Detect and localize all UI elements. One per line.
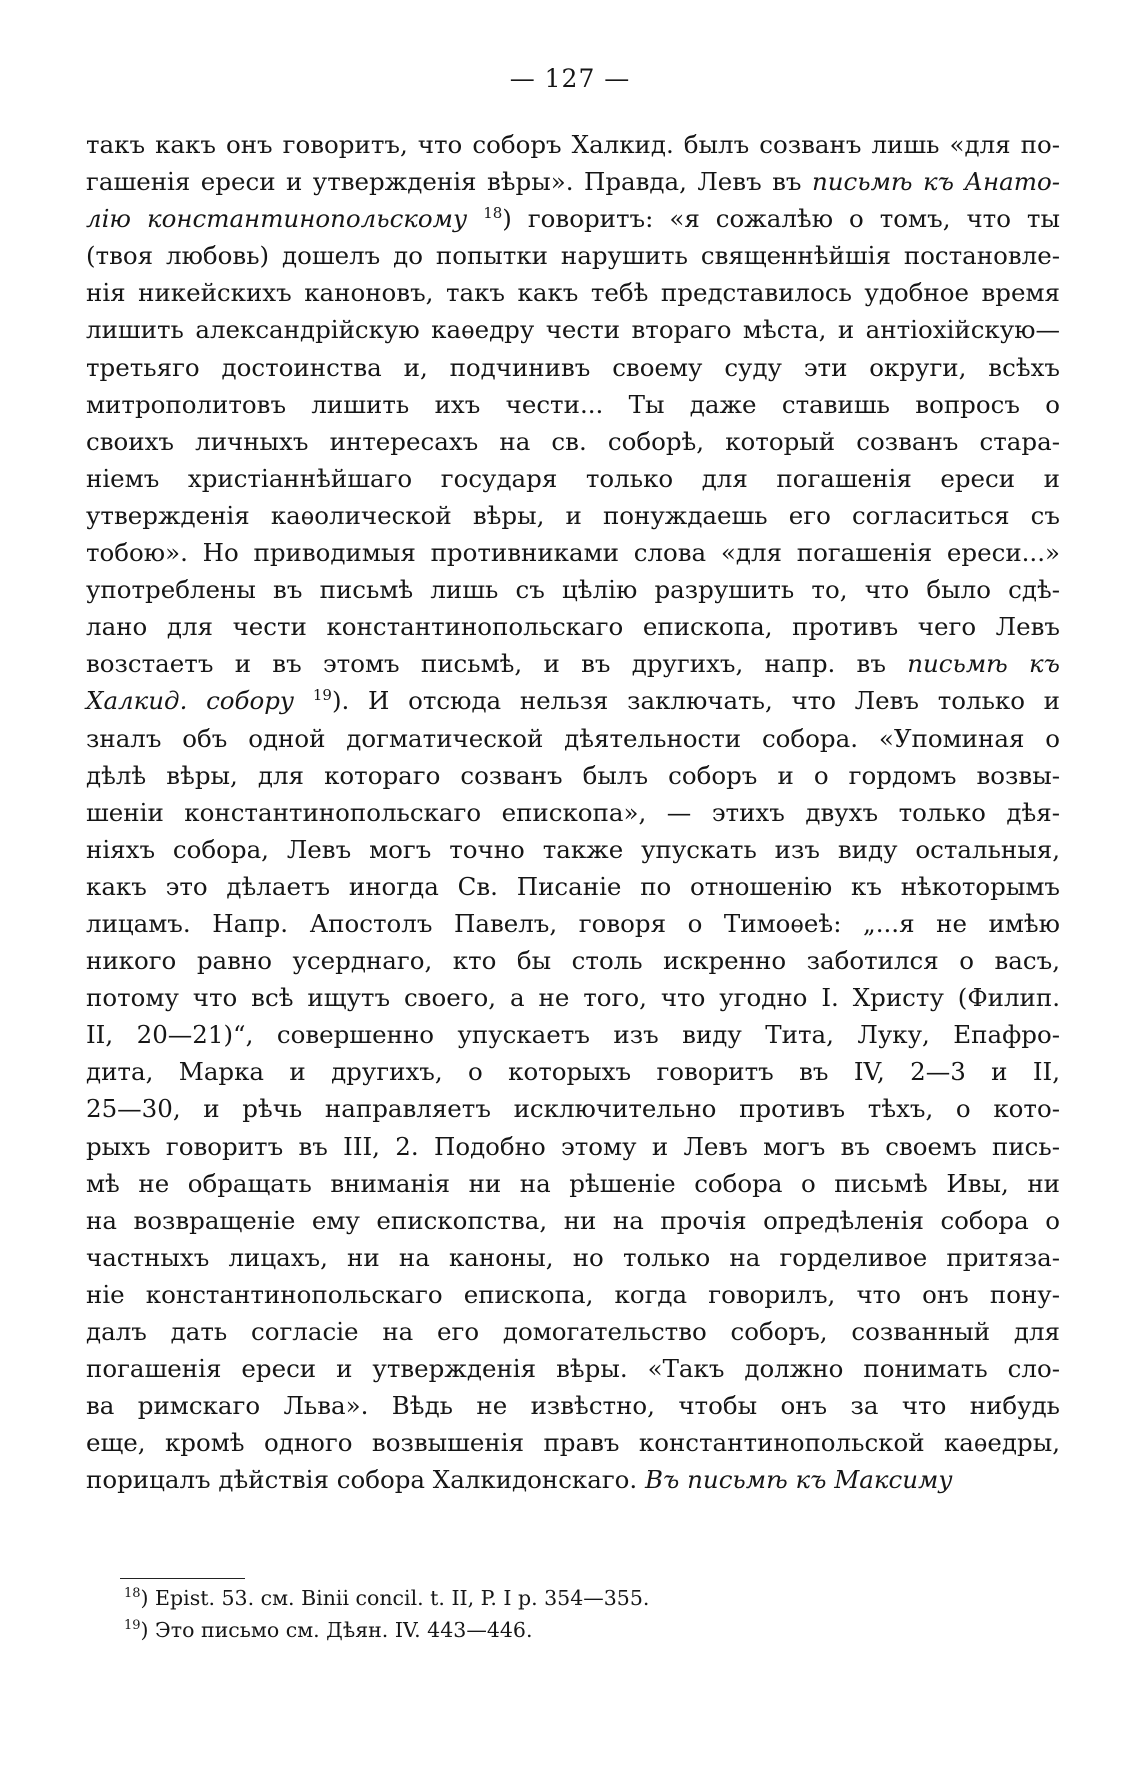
text-line	[86, 979, 1060, 1016]
text-segment: тобою». Но приводимыя противниками слова «для погашенія ереси...»	[86, 538, 1060, 568]
footnote-mark: 18	[124, 1586, 141, 1602]
text-segment: дита, Марка и другихъ, о которыхъ говоритъ въ IV, 2—3 и II,	[86, 1057, 1060, 1087]
text-segment: такъ какъ онъ говоритъ, что соборъ Халкид. былъ созванъ лишь «для по-	[86, 130, 1060, 159]
text-segment: лано для чести константинопольскаго епископа, противъ чего Левъ	[86, 612, 1060, 642]
text-segment: какъ это дѣлаетъ иногда Св. Писаніе по отношенію къ нѣкоторымъ	[86, 871, 1060, 901]
text-segment: Халкид. собору	[86, 686, 295, 716]
footnote-text: ) Это письмо см. Дѣян. IV. 443—446.	[140, 1618, 533, 1642]
text-line	[86, 534, 1060, 571]
text-segment: лишить александрійскую каѳедру чести втораго мѣста, и антіохійскую—	[86, 315, 1060, 345]
footnote-mark: 19	[124, 1618, 141, 1634]
text-line	[86, 1276, 1060, 1313]
text-segment: употреблены въ письмѣ лишь съ цѣлію разрушить то, что было сдѣ-	[86, 575, 1060, 605]
footnote-text: ) Epist. 53. см. Binii concil. t. II, P. I p. 354—355.	[140, 1586, 650, 1610]
text-line	[86, 126, 1060, 163]
text-segment: лицамъ. Напр. Апостолъ Павелъ, говоря о Тимоѳеѣ: „...я не имѣю	[86, 908, 1060, 938]
text-line	[86, 720, 1060, 757]
text-line	[86, 1128, 1060, 1165]
text-segment: ) говоритъ: «я сожалѣю о томъ, что ты	[502, 204, 1060, 234]
text-segment: нія никейскихъ каноновъ, такъ какъ тебѣ представилось удобное время	[86, 278, 1060, 308]
text-line	[86, 163, 1060, 200]
text-line	[86, 794, 1060, 831]
text-segment: письмѣ къ	[907, 649, 1060, 679]
text-segment: далъ дать согласіе на его домогательство соборъ, созванный для	[86, 1317, 1060, 1346]
text-line	[86, 200, 1060, 237]
text-line	[86, 571, 1060, 608]
text-segment: возстаетъ и въ этомъ письмѣ, и въ другихъ, напр. въ	[86, 649, 908, 679]
text-line	[86, 757, 1060, 794]
text-line	[86, 831, 1060, 868]
text-line	[86, 645, 1060, 682]
text-line	[86, 1313, 1060, 1350]
text-segment: гашенія ереси и утвержденія вѣры». Правда, Левъ въ	[86, 167, 812, 197]
text-segment: третьяго достоинства и, подчинивъ своему суду эти округи, всѣхъ	[86, 352, 1060, 382]
text-line	[86, 905, 1060, 942]
text-segment: митрополитовъ лишить ихъ чести... Ты даже ставишь вопросъ о	[86, 389, 1060, 419]
text-segment: на возвращеніе ему епископства, ни на прочія опредѣленія собора о	[86, 1205, 1060, 1235]
text-line	[86, 237, 1060, 274]
text-segment: еще, кромѣ одного возвышенія правъ константинопольской каѳедры,	[86, 1428, 1060, 1458]
text-line	[86, 682, 1060, 719]
text-line	[86, 460, 1060, 497]
text-segment: дѣлѣ вѣры, для котораго созванъ былъ соборъ и о гордомъ возвы-	[86, 760, 1060, 790]
text-segment: мѣ не обращать вниманія ни на рѣшеніе собора о письмѣ Ивы, ни	[86, 1168, 1060, 1198]
text-segment: зналъ объ одной догматической дѣятельности собора. «Упоминая о	[86, 723, 1060, 753]
text-segment: письмѣ къ Анато-	[811, 167, 1060, 197]
text-line	[86, 942, 1060, 979]
text-segment: ніяхъ собора, Левъ могъ точно также упускать изъ виду остальныя,	[86, 834, 1060, 864]
text-line	[86, 386, 1060, 423]
text-line	[86, 423, 1060, 460]
text-line	[86, 868, 1060, 905]
text-line	[86, 1461, 1060, 1498]
text-line	[86, 1387, 1060, 1424]
text-line	[86, 1165, 1060, 1202]
footnote-19	[124, 1614, 1060, 1646]
text-segment: Въ письмѣ къ Максиму	[645, 1465, 953, 1495]
text-line	[86, 1202, 1060, 1239]
footnote-divider	[120, 1578, 245, 1579]
text-segment: II, 20—21)“, совершенно упускаетъ изъ виду Тита, Луку, Епафро-	[86, 1020, 1060, 1050]
text-segment	[467, 204, 483, 233]
main-text	[86, 126, 1060, 1498]
text-segment: ніе константинопольскаго епископа, когда говорилъ, что онъ пону-	[86, 1279, 1060, 1309]
text-line	[86, 1424, 1060, 1461]
text-line	[86, 1239, 1060, 1276]
text-line	[86, 1350, 1060, 1387]
text-segment: никого равно усерднаго, кто бы столь искренно заботился о васъ,	[86, 946, 1060, 976]
text-line	[86, 274, 1060, 311]
text-segment: лію константинопольскому	[86, 204, 468, 234]
text-segment: погашенія ереси и утвержденія вѣры. «Такъ должно понимать сло-	[86, 1354, 1060, 1384]
text-segment: шеніи константинопольскаго епископа», — этихъ двухъ только дѣя-	[86, 797, 1060, 827]
text-segment: 25—30, и рѣчь направляетъ исключительно противъ тѣхъ, о кото-	[86, 1094, 1060, 1124]
text-segment: порицалъ дѣйствія собора Халкидонскаго.	[86, 1465, 646, 1495]
text-segment: утвержденія каѳолической вѣры, и понуждаешь его согласиться съ	[86, 500, 1060, 530]
text-line	[86, 497, 1060, 534]
text-segment: потому что всѣ ищутъ своего, а не того, что угодно І. Христу (Филип.	[86, 983, 1060, 1013]
text-segment: ніемъ христіаннѣйшаго государя только для погашенія ереси и	[86, 463, 1060, 493]
footnotes	[124, 1582, 1060, 1646]
footnote-ref: 19	[312, 686, 332, 705]
text-line	[86, 608, 1060, 645]
text-segment: ). И отсюда нельзя заключать, что Левъ только и	[331, 686, 1061, 716]
text-segment: частныхъ лицахъ, ни на каноны, но только на горделивое притяза-	[86, 1242, 1060, 1272]
text-segment: своихъ личныхъ интересахъ на св. соборѣ, который созванъ стара-	[86, 426, 1060, 456]
text-line	[86, 1016, 1060, 1053]
text-segment: рыхъ говоритъ въ III, 2. Подобно этому и Левъ могъ въ своемъ пись-	[86, 1131, 1060, 1161]
text-line	[86, 311, 1060, 348]
footnote-18	[124, 1582, 1060, 1614]
page-number: — 127 —	[509, 64, 631, 93]
text-line	[86, 1053, 1060, 1090]
text-line	[86, 1090, 1060, 1127]
text-line	[86, 349, 1060, 386]
text-segment	[294, 686, 313, 715]
text-segment: ва римскаго Льва». Вѣдь не извѣстно, чтобы онъ за что нибудь	[86, 1391, 1060, 1421]
text-segment: (твоя любовь) дошелъ до попытки нарушить священнѣйшія постановле-	[86, 241, 1060, 271]
footnote-ref: 18	[483, 204, 503, 223]
